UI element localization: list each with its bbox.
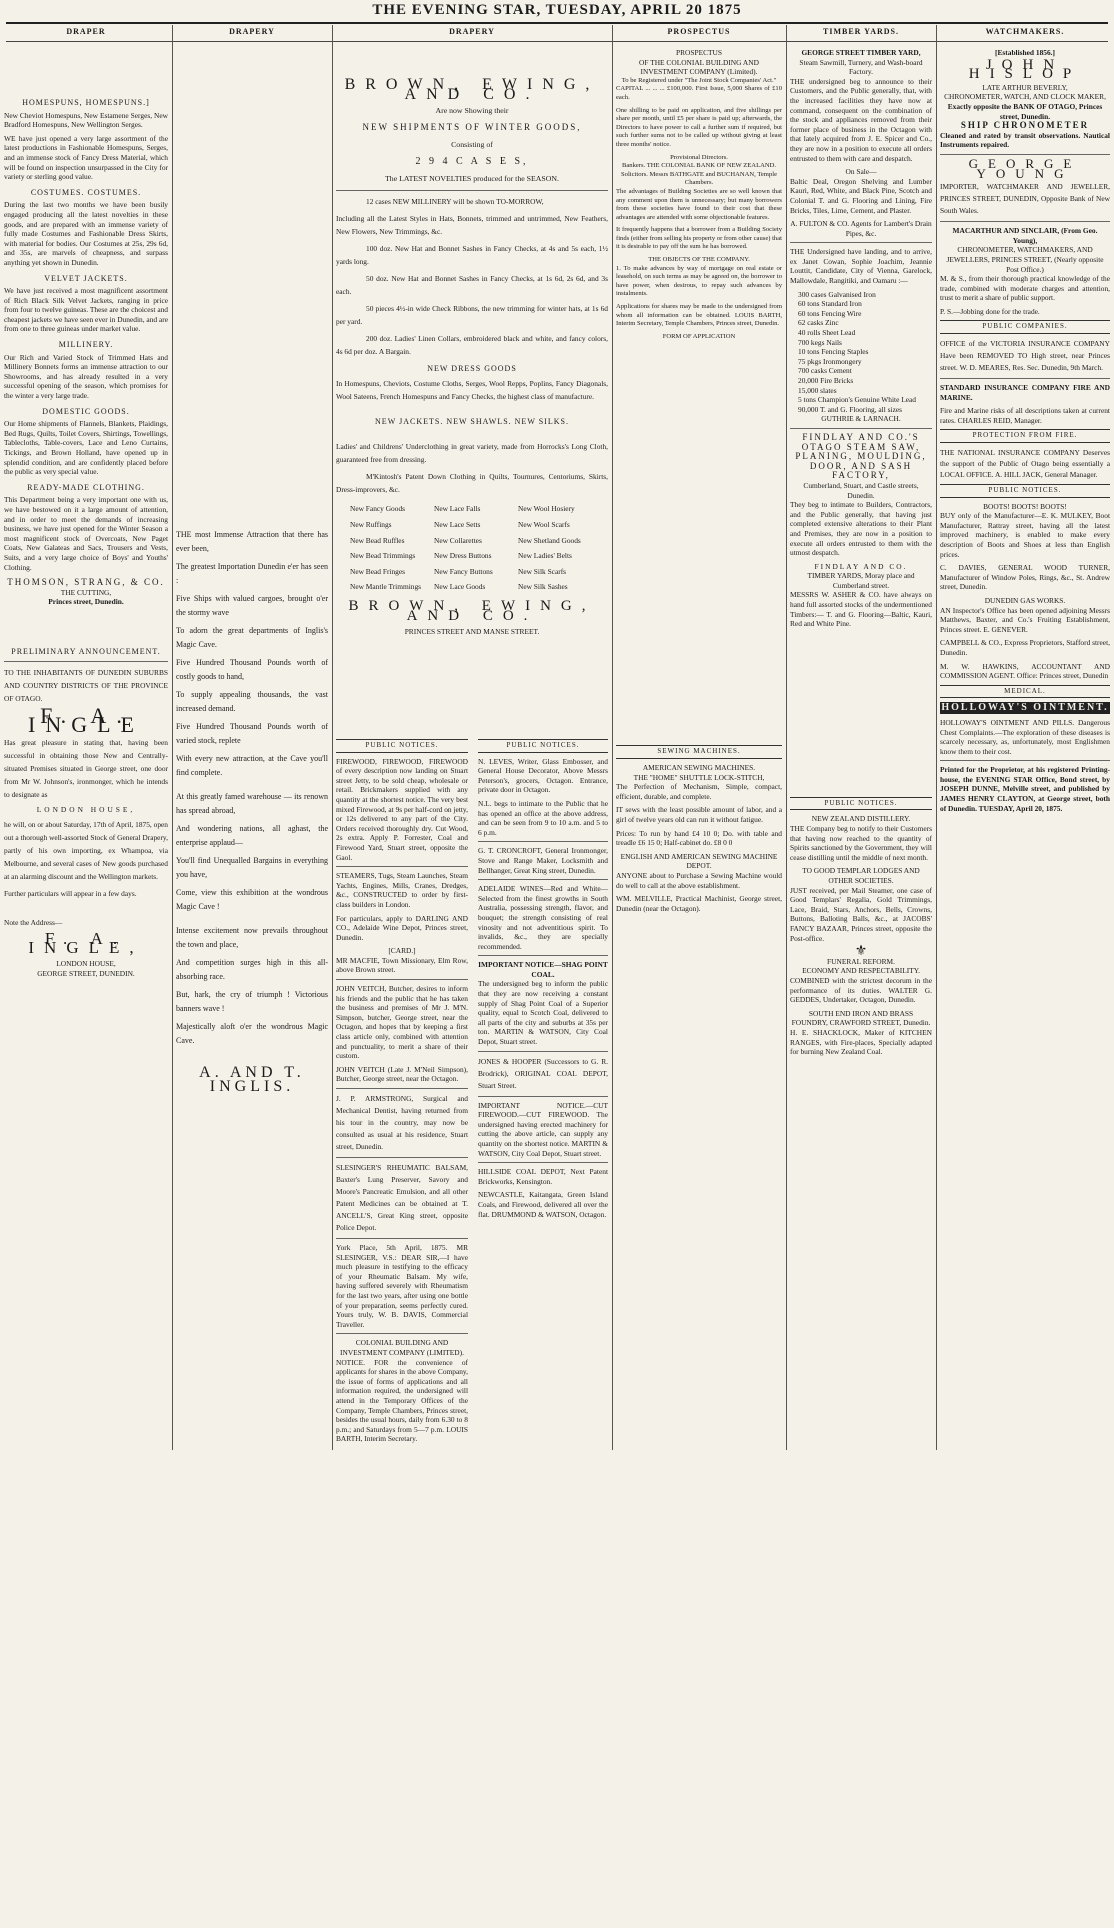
ad-text: P. S.—Jobbing done for the trade.: [940, 306, 1040, 316]
advertiser-name: THOMSON, STRANG, & CO.: [7, 577, 165, 588]
ad-text: 200 doz. Ladies' Linen Collars, embroidered black and white, and fancy colors, 4s 6d per doz. A Bargain.: [336, 334, 608, 357]
notice-text: ADELAIDE WINES—Red and White—Selected from the finest growths in South Australia, possessing strength, flavor, and bouquet; the strength consisting of real vinosity and not adventitious spirit. To invalids, &c., they are specially recommended.: [478, 884, 608, 951]
goods-item: New Dress Buttons: [434, 551, 492, 561]
ad-text: Our Rich and Varied Stock of Trimmed Hats and Millinery Bonnets forms an immense attraction to our Showrooms, and has already resulted in a very successful opening of the season, which promises for the winter a very large trade.: [4, 352, 168, 401]
ad-text: WE have just opened a very large assortment of the latest productions in Fashionable Homespuns, Serges, and an immense stock of Fancy Dress Material, which will be found on inspection unsurpassed in the City for variety or sterling good value.: [4, 133, 168, 182]
poem-line: But, hark, the cry of triumph ! Victorious banners wave !: [176, 990, 328, 1013]
ad-heading: ENGLISH AND AMERICAN SEWING MACHINE DEPOT.: [620, 851, 778, 871]
divider: [336, 1238, 468, 1239]
poem-line: With every new attraction, at the Cave you'll find complete.: [176, 754, 328, 777]
import-list: [790, 290, 932, 415]
ad-established: [Established 1856.]: [995, 48, 1055, 57]
prospectus-note: To be Registered under "The Joint Stock Companies' Act.": [621, 76, 777, 84]
advertiser-name: F. A. INGLE: [28, 702, 144, 738]
ad-subheading: CHRONOMETER, WATCH, AND CLOCK MAKER,: [944, 92, 1106, 102]
ad-text: he will, on or about Saturday, 17th of April, 1875, open out a thorough well-assorted Stock of General Drapery, partly of his own importing, ex Whampoa, via Melbourne, and several cases of New goods purchased at an alarming discount and the Wellington markets.: [4, 820, 168, 882]
ad-subheading: On Sale—: [845, 167, 877, 177]
divider: [940, 154, 1110, 155]
ad-text: AN Inspector's Office has been opened adjoining Messrs Matthews, Baxter, and Co.'s Fruiting Establishment, Princes street. E. GENEVER.: [940, 605, 1110, 634]
column-heading: DRAPERY: [229, 27, 275, 36]
import-item: 700 kegs Nails: [798, 337, 842, 347]
advertiser-name: JOHN HISLOP: [968, 56, 1082, 83]
ad-heading: NEW JACKETS. NEW SHAWLS. NEW SILKS.: [375, 416, 569, 426]
ad-heading: HOMESPUNS, HOMESPUNS.]: [22, 98, 150, 107]
ad-subline: NEW SHIPMENTS OF WINTER GOODS,: [362, 122, 582, 133]
masthead: [0, 0, 1114, 44]
ad-heading: NEW DRESS GOODS: [427, 364, 517, 374]
column-drapery-1: [0, 92, 172, 1492]
ad-text: M. & S., from their thorough practical knowledge of the trade, combined with moderate charges and attention, trust to merit a share of public support.: [940, 274, 1110, 303]
prospectus-capital: CAPITAL ... ... ... £100,000. First Issue, 5,000 Shares of £10 each.: [616, 85, 782, 101]
divider: [478, 1096, 608, 1097]
divider: [336, 1333, 468, 1334]
column-headings: [0, 27, 1114, 41]
notice-text: JOHN VEITCH, Butcher, desires to inform his friends and the public that he has taken the business and premises of Mr J. M'N. Simpson, butcher, George street, near the Octagon, and hopes that by keeping a first class article only, combined with attention and punctuality, to merit a share of their custom.: [336, 984, 468, 1061]
ad-text: ANYONE about to Purchase a Sewing Machine would do well to call at the above establishment.: [616, 870, 782, 890]
goods-item: New Lace Setts: [434, 519, 481, 529]
column-watchmakers: [936, 48, 1114, 1448]
prospectus-text: It frequently happens that a borrower from a Building Society finds (either from selling his property or from other cause) that it is desirable to pay off the sum he has borrowed.: [616, 226, 782, 251]
ad-subline: Consisting of: [451, 140, 493, 150]
ad-text: 100 doz. New Hat and Bonnet Sashes in Fancy Checks, at 4s and 5s each, 1½ yards long.: [336, 244, 608, 267]
ad-subline: Are now Showing their: [435, 106, 509, 116]
ad-text: 12 cases NEW MILLINERY will be shown TO-MORROW,: [366, 197, 544, 207]
newspaper-title: THE EVENING STAR, TUESDAY, APRIL 20 1875: [372, 2, 742, 18]
import-item: 300 cases Galvanised Iron: [798, 289, 876, 299]
goods-item: New Silk Scarfs: [518, 566, 567, 576]
notice-text: JONES & HOOPER (Successors to G. R. Brodrick), ORIGINAL COAL DEPOT, Stuart Street.: [478, 1056, 608, 1090]
ad-signature: WM. MELVILLE, Practical Machinist, George street, Dunedin (near the Octagon).: [616, 894, 782, 913]
column-timber-yards: [786, 48, 936, 1448]
ad-text: OFFICE of the VICTORIA INSURANCE COMPANY Have been REMOVED TO High street, near Princes street. W. D. MEARES, Res. Sec. Dunedin, 9th March.: [940, 339, 1110, 373]
goods-item: New Ladies' Belts: [518, 551, 572, 561]
column-heading: PROSPECTUS: [667, 27, 731, 36]
advertiser-address: PRINCES STREET AND MANSE STREET.: [404, 627, 540, 637]
advertiser-name: F. A. INGLE,: [28, 928, 144, 958]
royal-arms-icon: ⚜: [854, 944, 868, 960]
ad-heading: VELVET JACKETS.: [44, 273, 128, 283]
ad-subheading: Cumberland, Stuart, and Castle streets, Dunedin.: [803, 480, 919, 500]
poem-line: The greatest Importation Dunedin e'er has seen :: [176, 562, 328, 585]
ad-heading: THE "HOME" SHUTTLE LOCK-STITCH,: [633, 772, 765, 782]
notice-text: York Place, 5th April, 1875. MR SLESINGER, V.S.: DEAR SIR,—I have much pleasure in testifying to the efficacy of your Rheumatic Balsam. My wife, having suffered severely with Rheumatism for the last two years, after using one bottle of your preparation, seems perfectly cured. Yours truly, W. B. DAVIS, Commercial Traveller.: [336, 1243, 468, 1329]
ad-heading: READY-MADE CLOTHING.: [27, 482, 145, 492]
ad-text: They beg to intimate to Builders, Contractors, and the Public generally, that having just completed extensive alterations to their Plant and Premises, they are now in a position to execute all orders entrusted to them with the utmost despatch.: [790, 500, 932, 558]
poem-line: Come, view this exhibition at the wondrous Magic Cave !: [176, 888, 328, 911]
advertiser-line: THE CUTTING,: [60, 587, 112, 597]
ad-text: IMPORTER, WATCHMAKER AND JEWELLER, PRINCES STREET, DUNEDIN, Opposite Bank of New South Wales.: [940, 182, 1110, 216]
timber-list-text: [790, 633, 932, 793]
notice-text: SLESINGER'S RHEUMATIC BALSAM, Baxter's Lung Preserver, Savory and Moore's Pancreatic Emulsion, and all other Patent Medicines can be obtained at T. ANCELL'S, Great King street, opposite Police Depot.: [336, 1163, 468, 1232]
ad-text: Ladies' and Childrens' Underclothing in great variety, made from Horrocks's Long Cloth, guaranteed free from dressing.: [336, 442, 608, 465]
ad-address: Exactly opposite the BANK OF OTAGO, Princes street, Dunedin.: [947, 101, 1103, 121]
notice-text: For particulars, apply to DARLING AND CO., Adelaide Wine Depot, Princes street, Dunedin.: [336, 913, 468, 942]
poem-line: Five Ships with valued cargoes, brought o'er the stormy wave: [176, 594, 328, 617]
section-header: PUBLIC NOTICES.: [336, 739, 468, 753]
ad-text: CAMPBELL & CO., Express Proprietors, Stafford street, Dunedin.: [940, 638, 1110, 657]
prospectus-text: The advantages of Building Societies are so well known that any comment upon them is unnecessary; but many borrowers from these societies have found to their cost that these advantages are attended with some objectionable features.: [616, 187, 782, 221]
ad-heading: SHIP CHRONOMETER: [960, 120, 1090, 131]
ad-text: Cleaned and rated by transit observations. Nautical Instruments repaired.: [940, 130, 1110, 150]
import-item: 15,000 slates: [798, 385, 837, 395]
divider: [4, 661, 168, 662]
goods-item: New Wool Hosiery: [518, 504, 575, 514]
shop-name: LONDON HOUSE,: [36, 804, 136, 814]
ad-heading: ECONOMY AND RESPECTABILITY.: [802, 966, 920, 976]
ad-text: Including all the Latest Styles in Hats, Bonnets, trimmed and untrimmed, New Feathers, New Flowers, New Trimmings, &c.: [336, 214, 608, 237]
ad-heading: NEW ZEALAND DISTILLERY.: [811, 814, 911, 824]
notice-heading: IMPORTANT NOTICE—SHAG POINT COAL.: [478, 960, 608, 979]
poem-line: THE most Immense Attraction that there has ever been,: [176, 530, 328, 553]
advertiser-line: LONDON HOUSE,: [56, 959, 116, 969]
ad-text: During the last two months we have been busily engaged producing all the latest novelties in these goods, and are prepared with an immense variety of fully made Costumes and Fashionable Dress Skirts, with material for bodies. Our Costumes at 25s, 29s 6d, and 35s, are marvels of cheapness, and surpass anything yet shown in Dunedin.: [4, 200, 168, 267]
ad-text: THE NATIONAL INSURANCE COMPANY Deserves the support of the Public of Otago being essentially a LOCAL OFFICE. A. HILL JACK, General Manager.: [940, 448, 1110, 480]
column-brown-ewing: [332, 60, 612, 720]
column-prospectus: [612, 48, 786, 1448]
ad-heading: TIMBER YARDS, Moray place and Cumberland street.: [807, 571, 915, 590]
ad-text: Further particulars will appear in a few days.: [4, 889, 137, 899]
ad-text: M'Kintosh's Patent Down Clothing in Quilts, Tournures, Centoriums, Skirts, Dress-improvers, &c.: [336, 472, 608, 495]
column-magic-cave: [172, 528, 332, 1928]
notice-text: NEWCASTLE, Kaitangata, Green Island Coals, and Firewood, delivered all over the flat. DRUMMOND & WATSON, Octagon.: [478, 1190, 608, 1219]
goods-item: New Bead Ruffles: [350, 535, 405, 545]
divider: [940, 760, 1110, 761]
poem-line: At this greatly famed warehouse — its renown has spread abroad,: [176, 792, 328, 815]
advertiser-name: GEORGE YOUNG: [968, 155, 1082, 181]
notice-text: The undersigned beg to inform the public that they are now receiving a constant supply of Shag Point Coal of a Superior quality, equal to Scotch Coal, delivered to all parts of the city and suburbs at 35s per ton. MARTIN & WATSON, City Coal Depot, Stuart street.: [478, 979, 608, 1047]
ad-signature: A. FULTON & CO. Agents for Lambert's Drain Pipes, &c.: [790, 219, 932, 238]
masthead-rule: [6, 22, 1108, 24]
section-header: PUBLIC NOTICES.: [790, 797, 932, 811]
ad-text: JUST received, per Mail Steamer, one case of Good Templars' Regalia, Gold Trimmings, Lace, Braid, Stars, Anchors, Bells, Crowns, Buttons, Balloting Balls, &c., at JACOBS' FANCY BAZAAR, Princes street, opposite the Post-office.: [790, 885, 932, 943]
ad-text: In Homespuns, Cheviots, Costume Cloths, Serges, Wool Repps, Poplins, Fancy Diagonals, Wool Sateens, French Homespuns and Fancy Checks, the highest class of manufacture.: [336, 378, 608, 401]
advertiser-address: Princes street, Dunedin.: [48, 597, 124, 607]
ad-subheading: CHRONOMETER, WATCHMAKERS, AND JEWELLERS, PRINCES STREET, (Nearly opposite Post Office.): [946, 245, 1104, 274]
prospectus-heading: PROSPECTUS: [675, 48, 722, 57]
divider: [336, 1088, 468, 1089]
ad-heading: COSTUMES. COSTUMES.: [30, 187, 142, 197]
ad-heading: SOUTH END IRON AND BRASS FOUNDRY, CRAWFORD STREET, Dunedin.: [791, 1008, 931, 1028]
divider: [336, 979, 468, 980]
ad-text: M. W. HAWKINS, ACCOUNTANT AND COMMISSION AGENT. Office: Princes street, Dunedin: [940, 661, 1110, 681]
goods-item: New Bead Trimmings: [350, 551, 416, 561]
poem-line: Intense excitement now prevails throughout the town and place,: [176, 926, 328, 949]
import-item: 40 rolls Sheet Lead: [798, 328, 856, 338]
poem-line: To supply appealing thousands, the vast increased demand.: [176, 690, 328, 713]
import-item: 90,000 T. and G. Flooring, all sizes: [798, 404, 903, 414]
advertiser-name: A. AND T. INGLIS.: [199, 1064, 305, 1095]
ad-heading: TO GOOD TEMPLAR LODGES AND OTHER SOCIETIES.: [802, 866, 920, 885]
poem-line: Five Hundred Thousand Pounds worth of costly goods to hand,: [176, 658, 328, 681]
import-item: 5 tons Champion's Genuine White Lead: [798, 395, 916, 405]
ad-text: Note the Address—: [4, 918, 63, 928]
goods-item: New Mantle Trimmings: [350, 582, 422, 592]
import-item: 700 casks Cement: [798, 366, 852, 376]
notice-heading: [CARD.]: [388, 946, 416, 956]
ad-text: 50 doz. New Hat and Bonnet Sashes in Fancy Checks, at 1s 6d, 2s 6d, and 3s each.: [336, 274, 608, 297]
ad-subheading: LATE ARTHUR BEVERLY,: [982, 82, 1068, 92]
ad-subheading: Steam Sawmill, Turnery, and Wash-board Factory.: [799, 57, 923, 77]
divider: [478, 841, 608, 842]
section-header: MEDICAL.: [940, 685, 1110, 699]
section-header: PUBLIC COMPANIES.: [940, 320, 1110, 334]
ad-heading: FUNERAL REFORM.: [827, 956, 895, 966]
ad-text: COMBINED with the strictest decorum in the performance of its duties. WALTER G. GEDDES, Undertaker, Octagon, Dunedin.: [790, 975, 932, 1005]
divider: [478, 879, 608, 880]
ad-text: New Cheviot Homespuns, New Estamene Serges, New Bradford Homespuns, New Wellington Serges.: [4, 110, 168, 130]
poem-line: Five Hundred Thousand Pounds worth of varied stock, replete: [176, 722, 328, 745]
prospectus-company: OF THE COLONIAL BUILDING AND INVESTMENT COMPANY (Limited).: [639, 57, 759, 77]
import-item: 20,000 Fire Bricks: [798, 376, 854, 385]
ad-text: THE Undersigned have landing, and to arrive, ex Janet Cowan, Sophie Joachim, Jeannie Louttit, Candidate, City of Vienna, Garelock, Mallowdale, Rangitiki, and Oamaru :—: [790, 247, 932, 286]
divider: [478, 955, 608, 956]
divider: [940, 378, 1110, 379]
divider: [336, 866, 468, 867]
application-form-text: [616, 341, 782, 741]
ad-text: The Perfection of Mechanism, Simple, compact, efficient, durable, and complete.: [616, 782, 782, 801]
notice-text: IMPORTANT NOTICE.—CUT FIREWOOD.—CUT FIREWOOD. The undersigned having erected machinery for cutting the above article, can supply any quantity on the shortest notice. MARTIN & WATSON, City Coal Depot, Stuart street.: [478, 1100, 608, 1158]
poem-line: Majestically aloft o'er the wondrous Magic Cave.: [176, 1022, 328, 1045]
notice-text: HILLSIDE COAL DEPOT, Next Patent Brickworks, Kensington.: [478, 1167, 608, 1186]
goods-item: New Collarettes: [434, 535, 482, 545]
ad-heading: GEORGE STREET TIMBER YARD,: [801, 48, 921, 57]
ad-banner: HOLLOWAY'S OINTMENT.: [941, 702, 1109, 714]
divider: [790, 242, 932, 243]
prospectus-text: One shilling to be paid on application, and five shillings per share per month, until £5 per share is paid up; afterwards, the Directors to have power to call a further sum if required, but such further sums not to be called up without giving at least three months' notice.: [616, 106, 782, 148]
notice-text: FIREWOOD, FIREWOOD, FIREWOOD of every description now landing on Stuart street Jetty, to be sold cheap, wholesale or retail. Brickmakers supplied with any quantity at the shortest notice. The very best mixed Firewood, at 9s per half-cord on jetty, or 12s delivered to any part of the City. Orders received thoroughly dry. Cut Wood, 2s extra. Apply P. Forrester, Coal and Firewood Yard, Stuart street, opposite the Gaol.: [336, 756, 468, 862]
notice-text: NOTICE. FOR the convenience of applicants for shares in the above Company, the issue of forms of applications and all information required, the undersigned will attend in the Temporary Offices of the Company, Temple Chambers, Princes street, besides the usual hours, daily from 6.30 to 8 p.m.; and Saturdays from 5—7 p.m. LOUIS BARTH, Interim Secretary.: [336, 1357, 468, 1444]
column-public-notices-a: [332, 735, 472, 1445]
ad-text: Has great pleasure in stating that, having been successful in obtaining those New and Centrally-situated Premises situated in George street, one door from Mr W. Johnson's, ironmonger, which he intends to designate as: [4, 737, 168, 799]
ad-text: MESSRS W. ASHER & CO. have always on hand full assorted stocks of the undermentioned Timbers:— T. and G. Flooring—Baltic, Kauri, Red and White Pine.: [790, 590, 932, 629]
prospectus-subheading: Provisional Directors.: [670, 153, 728, 161]
divider: [336, 190, 608, 191]
divider: [336, 1157, 468, 1158]
ad-text: We have just received a most magnificent assortment of Rich Black Silk Velvet Jackets, ranging in price from four to twelve guineas. These are the choicest and cheapest jackets we have seen ever in Dunedin, and are from one to three guineas under market value.: [4, 286, 168, 334]
notice-text: STEAMERS, Tugs, Steam Launches, Steam Yachts, Engines, Mills, Cranes, Dredges, &c., CONSTRUCTED to order by first-class builders in London.: [336, 871, 468, 909]
ad-text: Fire and Marine risks of all descriptions taken at current rates. CHARLES REID, Manager.: [940, 406, 1110, 425]
notice-text: N. LEVES, Writer, Glass Embosser, and General House Decorator, Above Messrs Peterson's, grocers, Octagon. Entrance, private door in Octagon.: [478, 756, 608, 795]
advertiser-name: BROWN, EWING, AND CO.: [348, 597, 596, 624]
divider: [790, 428, 932, 429]
notice-text: JOHN VEITCH (Late J. M'Neil Simpson), Butcher, George street, near the Octagon.: [336, 1064, 468, 1084]
import-item: 75 pkgs Ironmongery: [798, 356, 862, 366]
ad-text: C. DAVIES, GENERAL WOOD TURNER, Manufacturer of Window Poles, Rings, &c., St. Andrew street, Dunedin.: [940, 563, 1110, 592]
ad-signature: FINDLAY AND CO.: [814, 561, 908, 571]
import-item: 62 casks Zinc: [798, 318, 839, 328]
divider: [478, 1051, 608, 1052]
ad-heading: PRELIMINARY ANNOUNCEMENT.: [11, 646, 161, 656]
prospectus-subheading: FORM OF APPLICATION: [662, 332, 736, 340]
ad-text: This Department being a very important one with us, we have bestowed on it a large amount of attention, and in order to meet the demands of increasing business, we have just opened for the Winter Season a most magnificent stock of Overcoats, New Paget Coats, New Galateas and Sacs, Trousers and Vests, Suits, and a very large choice of Boys' and Youths' Clothing.: [4, 495, 168, 572]
notice-heading: COLONIAL BUILDING AND INVESTMENT COMPANY (LIMITED).: [340, 1338, 464, 1357]
ad-subline: The LATEST NOVELTIES produced for the SEASON.: [385, 174, 559, 184]
ad-text: THE Company beg to notify to their Customers that having now reached to the quantity of Spirits sanctioned by the Government, they will cease distilling until the middle of next month.: [790, 824, 932, 862]
goods-item: New Silk Sashes: [518, 582, 568, 592]
ad-text: Baltic Deal, Oregon Shelving and Lumber Kauri, Red, White, and Black Pine, Scotch and Colonial T. and G. Flooring and Lining, Fire Bricks, Tiles, Lime, Cement, and Plaster.: [790, 176, 932, 215]
poem-line: To adorn the great departments of Inglis's Magic Cave.: [176, 626, 328, 649]
ad-subline: 2 9 4 C A S E S,: [415, 156, 529, 168]
advertiser-name: MACARTHUR AND SINCLAIR, (From Geo. Young),: [952, 226, 1098, 245]
ad-signature: GUTHRIE & LARNACH.: [821, 414, 901, 424]
import-item: 60 tons Standard Iron: [798, 299, 862, 309]
ad-heading: STANDARD INSURANCE COMPANY FIRE AND MARINE.: [940, 383, 1110, 402]
goods-item: New Bead Fringes: [350, 566, 406, 576]
notice-text: MR MACFIE, Town Missionary, Elm Row, above Brown street.: [336, 955, 468, 975]
section-header: PUBLIC NOTICES.: [478, 739, 608, 753]
section-header: PROTECTION FROM FIRE.: [940, 429, 1110, 443]
column-heading: TIMBER YARDS.: [823, 27, 899, 36]
goods-item: New Wool Scarfs: [518, 519, 570, 529]
column-public-notices-b: [474, 735, 612, 1445]
ad-heading: MILLINERY.: [58, 340, 114, 350]
goods-item: New Fancy Goods: [350, 504, 406, 514]
goods-item: New Lace Falls: [434, 504, 481, 514]
import-item: 10 tons Fencing Staples: [798, 347, 869, 357]
ad-text: IT sews with the least possible amount of labor, and a girl of twelve years old can run it without fatigue.: [616, 805, 782, 824]
ad-heading: BOOTS! BOOTS! BOOTS!: [983, 501, 1067, 511]
ad-text: TO THE INHABITANTS OF DUNEDIN SUBURBS AND COUNTRY DISTRICTS OF THE PROVINCE OF OTAGO.: [4, 667, 168, 703]
advertiser-name: BROWN, EWING, AND CO.: [344, 76, 600, 103]
poem-line: And competition surges high in this all-absorbing race.: [176, 958, 328, 981]
ad-text: THE undersigned beg to announce to their Customers, and the Public generally, that, with the increased facilities they have now at command, consequent on the combination of the stock and appliances removed from their former place of business in the Octagon with that lately acquired from J. E. Spicer and Co., they are now in a position to execute all orders entrusted to them with care and despatch.: [790, 76, 932, 163]
ad-text: Our Home shipments of Flannels, Blankets, Plaidings, Bed Rugs, Quilts, Toilet Covers, Shirtings, Towellings, Tablecloths, Table-covers, Lace and Leno Curtains, Tickings, and Brown Holland, have opened up in splendid condition, and are confidently placed before the public as very special value.: [4, 419, 168, 477]
import-item: 60 tons Fencing Wire: [798, 308, 862, 318]
ad-text: 50 pieces 4½-in wide Check Ribbons, the new trimming for winter hats, at 1s 6d per yard.: [336, 304, 608, 327]
ad-text: Prices: To run by hand £4 10 0; Do. with table and treadle £6 15 0; Half-cabinet do. £8 0 0: [616, 828, 782, 848]
ad-text: H. E. SHACKLOCK, Maker of KITCHEN RANGES, with Fire-places, Specially adapted for burning New Zealand Coal.: [790, 1027, 932, 1057]
notice-text: J. P. ARMSTRONG, Surgical and Mechanical Dentist, having returned from his tour in the country, may now be consulted as usual at his residence, Stuart street, Dunedin.: [336, 1094, 468, 1151]
goods-list: [336, 500, 608, 596]
printer-imprint: Printed for the Proprietor, at his registered Printing-house, the EVENING STAR Office, Bond street, by JOSEPH DUNNE, Melville street, and published by JAMES HENRY CLAYTON, at George street, both of Dunedin. TUESDAY, April 20, 1875.: [940, 765, 1110, 813]
prospectus-solicitors: Solicitors. Messrs BATHGATE and BUCHANAN, Temple Chambers.: [620, 170, 777, 187]
ad-text: BUY only of the Manufacturer—E. K. MULKEY, Boot Manufacturer, Rattray street, having all the latest improved machinery, is enabled to make every description of Boots and Shoes at less than English prices.: [940, 511, 1110, 559]
advertiser-address: GEORGE STREET, DUNEDIN.: [37, 968, 135, 978]
divider: [478, 1162, 608, 1163]
column-heading: WATCHMAKERS.: [985, 27, 1065, 36]
poem-line: You'll find Unequalled Bargains in everything you have,: [176, 856, 328, 879]
ad-heading: AMERICAN SEWING MACHINES.: [642, 763, 756, 772]
poem-line: And wondering nations, all aghast, the enterprise applaud—: [176, 824, 328, 847]
prospectus-bankers: Bankers. THE COLONIAL BANK OF NEW ZEALAND.: [621, 162, 777, 170]
notice-text: G. T. CRONCROFT, General Ironmonger, Stove and Range Maker, Locksmith and Bellhanger, Great King street, Dunedin.: [478, 846, 608, 875]
ad-heading: DOMESTIC GOODS.: [42, 406, 130, 416]
goods-item: New Shetland Goods: [518, 535, 581, 545]
goods-item: New Ruffings: [350, 519, 392, 529]
column-heading: DRAPERY: [449, 27, 495, 36]
ad-heading: DUNEDIN GAS WORKS.: [984, 595, 1066, 605]
prospectus-text: Applications for shares may be made to the undersigned from whom all information can be obtained. LOUIS BARTH, Interim Secretary, Temple Chambers, Princes street, Dunedin.: [616, 303, 782, 328]
goods-item: New Lace Goods: [434, 582, 486, 592]
notice-text: N.L. begs to intimate to the Public that he has opened an office at the above address, and can be seen from 9 to 10 a.m. and 5 to 6 p.m.: [478, 798, 608, 837]
column-heading: DRAPER: [66, 27, 106, 36]
divider: [940, 221, 1110, 222]
prospectus-subheading: THE OBJECTS OF THE COMPANY.: [648, 256, 750, 264]
ad-text: HOLLOWAY'S OINTMENT AND PILLS. Dangerous Chest Complaints.—The exploration of these diseases is scarcely necessary, as, unfortunately, most Englishmen know them to their cost.: [940, 717, 1110, 756]
goods-item: New Fancy Buttons: [434, 566, 493, 576]
section-header: PUBLIC NOTICES.: [940, 484, 1110, 498]
ad-heading: FINDLAY AND CO.'S OTAGO STEAM SAW, PLANING, MOULDING, DOOR, AND SASH FACTORY,: [795, 431, 927, 481]
section-header: SEWING MACHINES.: [616, 745, 782, 759]
prospectus-text: 1. To make advances by way of mortgage on real estate or leasehold, on such terms as may be agreed on, the borrower to have power, when desirous, to repay such advances by instalments.: [616, 264, 782, 298]
